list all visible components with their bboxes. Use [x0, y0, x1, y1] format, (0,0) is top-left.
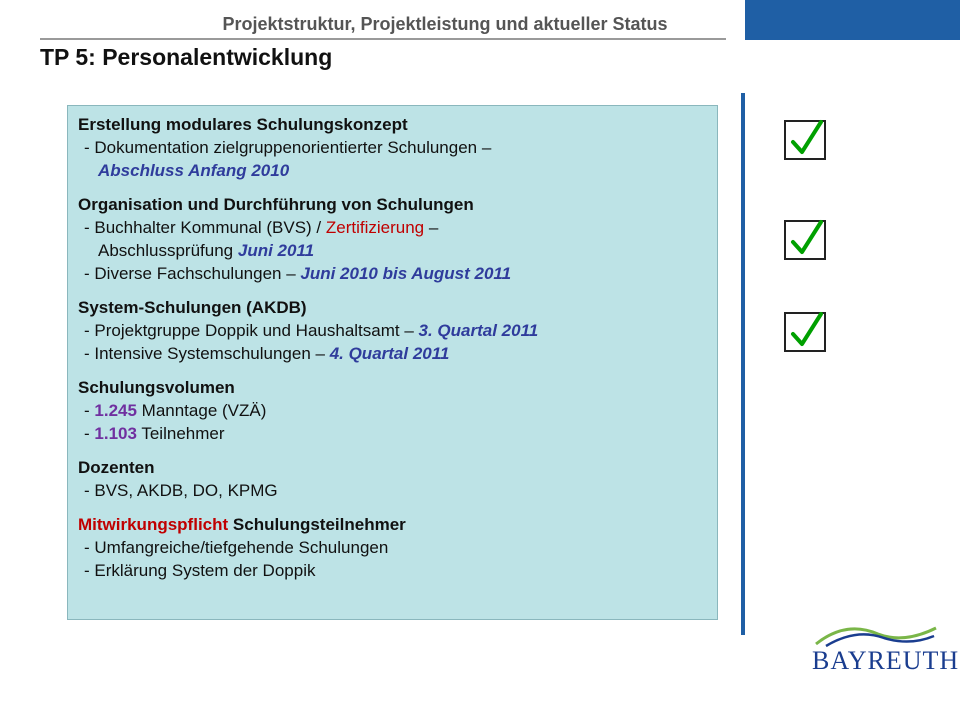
section-heading: Schulungsvolumen: [78, 378, 235, 397]
hills-logo-icon: [812, 618, 940, 648]
section-system-schulungen: [78, 297, 707, 365]
bullet-line: - Umfangreiche/tiefgehende Schulungen: [84, 538, 389, 557]
section-heading: Mitwirkungspflicht Schulungsteilnehmer: [78, 515, 406, 534]
header-accent-block: [745, 0, 960, 40]
bullet-line: - 1.103 Teilnehmer: [84, 424, 225, 443]
bullet-line: - Intensive Systemschulungen – 4. Quartal 2011: [84, 344, 450, 363]
content-box: [67, 105, 718, 620]
section-schulungskonzept: [78, 114, 707, 182]
bullet-line: - Dokumentation zielgruppenorientierter Schulungen –: [84, 138, 492, 157]
section-schulungsvolumen: [78, 377, 707, 445]
bullet-line: - BVS, AKDB, DO, KPMG: [84, 481, 278, 500]
bullet-line: - Diverse Fachschulungen – Juni 2010 bis August 2011: [84, 264, 512, 283]
section-heading: Erstellung modulares Schulungskonzept: [78, 115, 408, 134]
checkbox-schulungskonzept: [784, 120, 826, 160]
section-heading: System-Schulungen (AKDB): [78, 298, 307, 317]
header-divider: [40, 38, 726, 40]
section-heading: Dozenten: [78, 458, 155, 477]
checkbox-system-schulungen: [784, 312, 826, 352]
vertical-divider: [741, 93, 745, 635]
bullet-line: - Buchhalter Kommunal (BVS) / Zertifizierung –: [84, 218, 439, 237]
section-organisation: [78, 194, 707, 285]
section-heading: Organisation und Durchführung von Schulungen: [78, 195, 474, 214]
header-title: Projektstruktur, Projektleistung und aktueller Status: [222, 14, 668, 34]
checkbox-organisation: [784, 220, 826, 260]
bullet-line-continuation: Abschluss Anfang 2010: [98, 161, 290, 180]
bayreuth-logo: [812, 618, 960, 682]
section-mitwirkungspflicht: [78, 514, 707, 582]
logo-text: BAYREUTH: [812, 646, 960, 675]
bullet-line-continuation: Abschlussprüfung Juni 2011: [98, 241, 315, 260]
bullet-line: - Projektgruppe Doppik und Haushaltsamt – 3. Quartal 2011: [84, 321, 539, 340]
bullet-line: - 1.245 Manntage (VZÄ): [84, 401, 267, 420]
bullet-line: - Erklärung System der Doppik: [84, 561, 316, 580]
page-title: TP 5: Personalentwicklung: [40, 44, 333, 70]
checkmark-icon: [790, 118, 824, 158]
section-dozenten: [78, 457, 707, 502]
checkmark-icon: [790, 218, 824, 258]
checkmark-icon: [790, 310, 824, 350]
